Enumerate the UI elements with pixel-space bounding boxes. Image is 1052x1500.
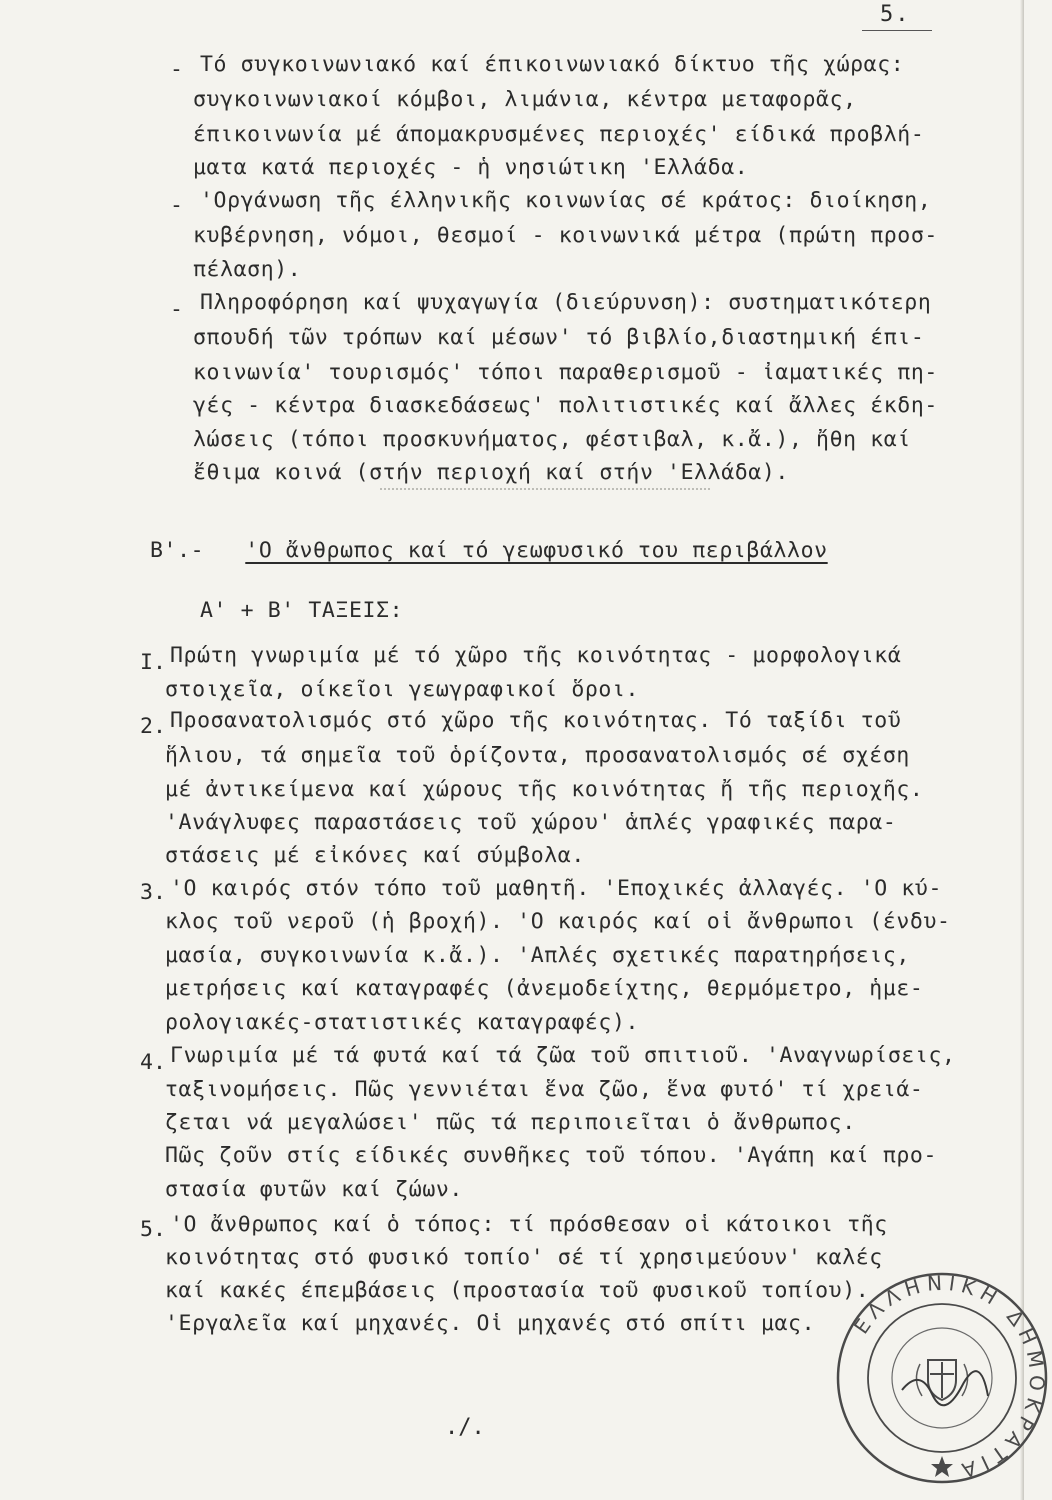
section-b-label: Β'.-	[150, 538, 205, 563]
text-line: στασία φυτῶν καί ζώων.	[165, 1177, 463, 1202]
page-number-underline	[862, 30, 932, 31]
text-line: Τό συγκοινωνιακό καί έπικοινωνιακό δίκτυο τῆς χώρας:	[200, 52, 905, 77]
text-line: στάσεις μέ εἰκόνες καί σύμβολα.	[165, 843, 585, 868]
bullet-dash: -	[170, 57, 183, 82]
text-line: καί κακές έπεμβάσεις (προστασία τοῦ φυσικοῦ τοπίου).	[165, 1278, 870, 1303]
text-line: γές - κέντρα διασκεδάσεως' πολιτιστικές καί ἄλλες έκδη-	[193, 393, 938, 418]
svg-text:ΕΛΛΗΝΙΚΗ ΔΗΜΟΚΡΑΤΙΑ: ΕΛΛΗΝΙΚΗ ΔΗΜΟΚΡΑΤΙΑ	[848, 1270, 1050, 1484]
page-number: 5.	[880, 2, 911, 27]
text-line: Προσανατολισμός στό χῶρο τῆς κοινότητας. Τό ταξίδι τοῦ	[170, 708, 902, 733]
bullet-dash: -	[170, 193, 183, 218]
text-line: συγκοινωνιακοί κόμβοι, λιμάνια, κέντρα μεταφορᾶς,	[193, 87, 857, 112]
text-line: ἔθιμα κοινά (στήν περιοχή καί στήν 'Ελλάδα).	[193, 460, 789, 485]
text-line: 'Οργάνωση τῆς έλληνικῆς κοινωνίας σέ κράτος: διοίκηση,	[200, 188, 932, 213]
text-line: μασία, συγκοινωνία κ.ἄ.). 'Απλές σχετικές παρατηρήσεις,	[165, 943, 910, 968]
text-line: Πῶς ζοῦν στίς είδικές συνθῆκες τοῦ τόπου. 'Αγάπη καί προ-	[165, 1143, 938, 1168]
text-line: ζεται νά μεγαλώσει' πῶς τά περιποιεῖται ὁ ἄνθρωπος.	[165, 1110, 856, 1135]
text-line: ματα κατά περιοχές - ἡ νησιώτικη 'Ελλάδα.	[193, 155, 749, 180]
text-line: πέλαση).	[193, 257, 302, 282]
text-line: 'Ο ἄνθρωπος καί ὁ τόπος: τί πρόσθεσαν οἱ κάτοικοι τῆς	[170, 1212, 888, 1237]
text-line: ἥλιου, τά σημεῖα τοῦ ὁρίζοντα, προσανατολισμός σέ σχέση	[165, 743, 910, 768]
item-number: 2.	[140, 714, 166, 739]
classes-heading: Α' + Β' ΤΑΞΕΙΣ:	[200, 598, 404, 623]
end-mark: ./.	[445, 1415, 485, 1440]
text-line: ταξινομήσεις. Πῶς γεννιέται ἕνα ζῶο, ἕνα φυτό' τί χρειά-	[165, 1077, 924, 1102]
text-line: λώσεις (τόποι προσκυνήματος, φέστιβαλ, κ.ἄ.), ἤθη καί	[193, 427, 911, 452]
section-b-title: 'Ο ἄνθρωπος καί τό γεωφυσικό του περιβάλλον	[245, 538, 828, 563]
item-number: Ι.	[140, 650, 166, 675]
official-seal-stamp	[832, 1268, 1052, 1488]
faint-separator	[380, 488, 710, 496]
text-line: 'Εργαλεῖα καί μηχανές. Οἱ μηχανές στό σπίτι μας.	[165, 1311, 816, 1336]
text-line: 'Ο καιρός στόν τόπο τοῦ μαθητῆ. 'Εποχικές ἀλλαγές. 'Ο κύ-	[170, 876, 943, 901]
text-line: κλος τοῦ νεροῦ (ἡ βροχή). 'Ο καιρός καί οἱ ἄνθρωποι (ένδυ-	[165, 909, 951, 934]
item-number: 5.	[140, 1217, 166, 1242]
text-line: 'Ανάγλυφες παραστάσεις τοῦ χώρου' ἁπλές γραφικές παρα-	[165, 810, 897, 835]
text-line: κοινωνία' τουρισμός' τόποι παραθερισμοῦ - ἰαματικές πη-	[193, 360, 938, 385]
item-number: 4.	[140, 1050, 166, 1075]
text-line: σπουδή τῶν τρόπων καί μέσων' τό βιβλίο,διαστημική έπι-	[193, 325, 925, 350]
text-line: κυβέρνηση, νόμοι, θεσμοί - κοινωνικά μέτρα (πρώτη προσ-	[193, 223, 938, 248]
bullet-dash: -	[170, 297, 183, 322]
text-line: μετρήσεις καί καταγραφές (ἀνεμοδείχτης, θερμόμετρο, ἡμε-	[165, 976, 924, 1001]
text-line: κοινότητας στό φυσικό τοπίο' σέ τί χρησιμεύουν' καλές	[165, 1245, 883, 1270]
text-line: Γνωριμία μέ τά φυτά καί τά ζῶα τοῦ σπιτιοῦ. 'Αναγνωρίσεις,	[170, 1043, 956, 1068]
text-line: έπικοινωνία μέ άπομακρυσμένες περιοχές' είδικά προβλή-	[193, 122, 925, 147]
item-number: 3.	[140, 880, 166, 905]
text-line: μέ ἀντικείμενα καί χώρους τῆς κοινότητας ἤ τῆς περιοχῆς.	[165, 777, 924, 802]
text-line: Πρώτη γνωριμία μέ τό χῶρο τῆς κοινότητας - μορφολογικά	[170, 643, 902, 668]
section-b-heading	[150, 538, 828, 563]
text-line: στοιχεῖα, οίκεῖοι γεωγραφικοί ὅροι.	[165, 677, 640, 702]
text-line: ρολογιακές-στατιστικές καταγραφές).	[165, 1010, 640, 1035]
text-line: Πληροφόρηση καί ψυχαγωγία (διεύρυνση): συστηματικότερη	[200, 290, 932, 315]
